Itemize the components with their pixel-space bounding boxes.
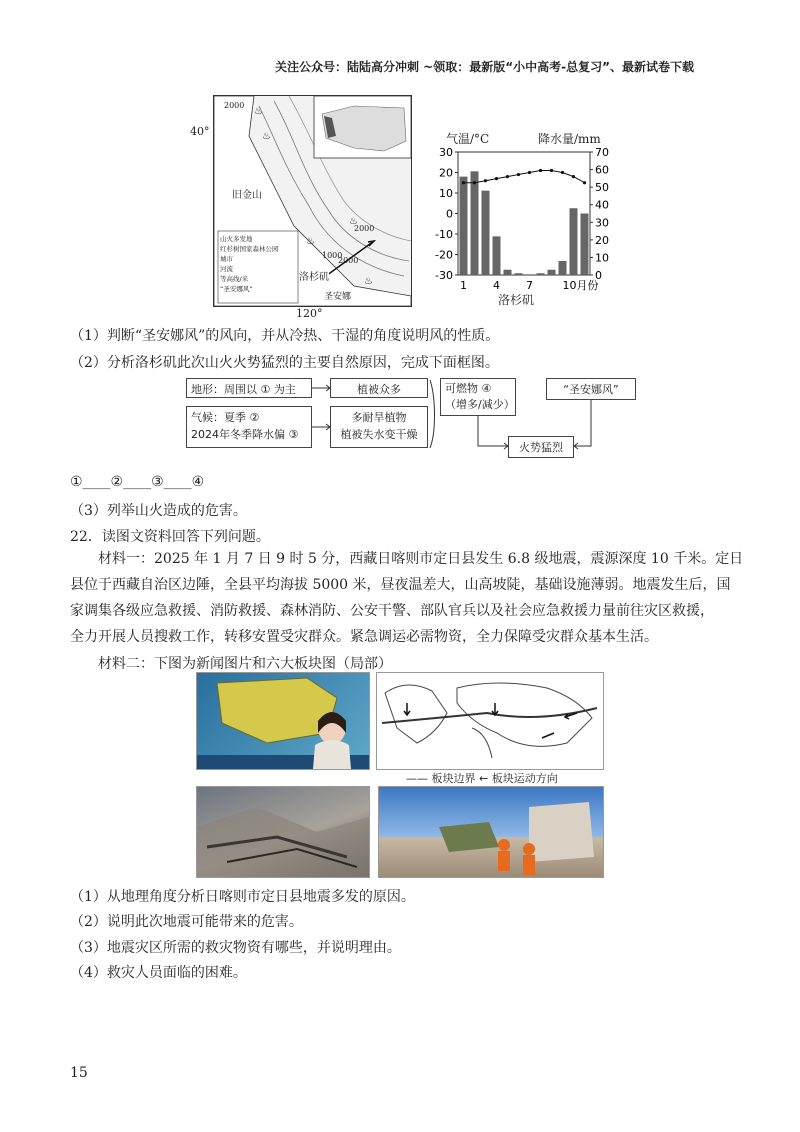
q22-question-3: （3）地震灾区所需的救灾物资有哪些，并说明理由。 (70, 940, 401, 956)
x-tick-label: 4 (493, 279, 500, 292)
fire-icon: ♨ (349, 216, 358, 227)
photo-rescuers (378, 786, 604, 878)
left-tick-label: 0 (446, 207, 453, 221)
fire-icon: ♨ (254, 106, 263, 117)
q22-material-2: 材料二：下图为新闻图片和六大板块图（局部） (98, 656, 392, 672)
page-number: 15 (70, 1065, 88, 1081)
q21-question-2: （2）分析洛杉矶此次山火火势猛烈的主要自然原因，完成下面框图。 (70, 355, 499, 371)
flow-drought-plants: 多耐旱植物 (351, 411, 407, 424)
temperature-point (484, 179, 487, 182)
right-tick-label: 10 (595, 251, 609, 265)
fire-icon: ♨ (364, 276, 373, 287)
temperature-point (528, 171, 531, 174)
legend-wind: “圣安娜风” (220, 285, 253, 293)
page-header: 关注公众号：陆陆高分冲刺 ~领取：最新版“小中高考-总复习”、最新试卷下载 (275, 60, 694, 74)
fire-icon: ♨ (262, 131, 271, 142)
legend-fire: 山火多发地 (220, 235, 253, 243)
temperature-point (462, 181, 465, 184)
contour-label: 2000 (338, 256, 359, 265)
news-photo-anchor (196, 672, 370, 770)
temperature-point (550, 169, 553, 172)
legend-river: 河流 (220, 265, 233, 273)
flow-wind-box: “圣安娜风” (546, 378, 636, 400)
left-tick-label: -30 (435, 269, 453, 282)
right-tick-label: 40 (595, 198, 609, 212)
place-label-santa-ana: 圣安娜 (324, 289, 351, 302)
flow-drought-dry: 植被失水变干燥 (340, 428, 418, 441)
precip-bar (559, 261, 567, 275)
left-tick-label: -10 (435, 228, 453, 241)
right-tick-label: 30 (595, 216, 609, 230)
temperature-point (561, 171, 564, 174)
left-tick-label: -20 (435, 248, 453, 262)
right-tick-label: 20 (595, 233, 609, 247)
city-label-los-angeles: 洛杉矶 (299, 268, 329, 283)
longitude-label: 120° (296, 307, 323, 320)
chart-plot (418, 144, 618, 304)
temperature-point (495, 177, 498, 180)
q22-question-4: （4）救灾人员面临的困难。 (70, 965, 247, 981)
precip-bar (471, 171, 479, 275)
flow-climate-winter: 2024年冬季降水偏 ③ (191, 428, 299, 441)
city-label-san-francisco: 旧金山 (232, 186, 262, 201)
temperature-point (473, 181, 476, 184)
precip-bar (548, 270, 556, 275)
flow-climate-summer: 气候：夏季 ② (191, 411, 260, 424)
contour-label: 2000 (354, 224, 375, 233)
x-tick-label: 10月份 (562, 279, 599, 292)
chart-right-axis-label: 降水量/mm (538, 132, 601, 146)
precip-bar (570, 208, 578, 275)
plate-map-legend: —— 板块边界 ← 板块运动方向 (406, 772, 558, 785)
material-1-line: 材料一：2025 年 1 月 7 日 9 时 5 分，西藏日喀则市定日县发生 6.8 级地震，震源深度 10 千米。定日 (98, 551, 744, 567)
precip-bar (515, 273, 523, 275)
climate-chart (418, 130, 618, 315)
temperature-point (583, 181, 586, 184)
flow-terrain-box: 地形：周围以 ① 为主 (186, 378, 312, 398)
fire-flow-diagram (186, 378, 619, 463)
photo-collapsed-buildings (196, 786, 370, 878)
flow-fuel-options: （增多/减少） (445, 398, 515, 411)
temperature-point (539, 169, 542, 172)
right-tick-label: 70 (595, 146, 609, 159)
x-tick-label: 7 (526, 279, 533, 292)
flow-fuel-label: 可燃物 ④ (445, 382, 492, 395)
x-tick-label: 1 (460, 279, 467, 292)
flow-result-box: 火势猛烈 (508, 436, 574, 458)
right-tick-label: 50 (595, 181, 609, 195)
left-tick-label: 20 (439, 166, 453, 180)
precip-bar (493, 236, 501, 275)
right-tick-label: 60 (595, 163, 609, 177)
answer-blanks: ①____②____③____④ (70, 474, 205, 490)
temperature-line (464, 170, 585, 182)
material-1-line: 家调集各级应急救援、消防救援、森林消防、公安干警、部队官兵以及社会应急救援力量前往灾区救援， (70, 603, 714, 619)
flow-vegetation-box: 植被众多 (330, 378, 428, 398)
q22-question-2: （2）说明此次地震可能带来的危害。 (70, 914, 303, 930)
left-tick-label: 30 (439, 146, 453, 159)
q21-question-3: （3）列举山火造成的危害。 (70, 503, 247, 519)
flow-arrows (186, 378, 606, 463)
contour-label: 2000 (224, 101, 245, 110)
temperature-point (572, 175, 575, 178)
chart-left-axis-label: 气温/°C (446, 132, 490, 146)
california-map (213, 95, 412, 307)
left-tick-label: 10 (439, 187, 453, 200)
plate-map (376, 672, 604, 770)
temperature-point (517, 173, 520, 176)
temperature-point (506, 175, 509, 178)
q22-title: 22．读图文资料回答下列问题。 (70, 529, 270, 545)
chart-caption: 洛杉矶 (498, 293, 535, 307)
precip-bar (460, 177, 468, 275)
material-1-line: 全力开展人员搜救工作，转移安置受灾群众。紧急调运必需物资，全力保障受灾群众基本生活。 (70, 629, 658, 645)
map-legend (220, 234, 279, 294)
precip-bar (537, 273, 545, 275)
latitude-label: 40° (190, 125, 210, 138)
legend-contour: 等高线/米 (220, 275, 249, 283)
contour-label: 1000 (322, 251, 343, 260)
precip-bar (581, 214, 589, 276)
q21-question-1: （1）判断“圣安娜风”的风向，并从冷热、干湿的角度说明风的性质。 (70, 328, 500, 344)
material-1-line: 县位于西藏自治区边陲，全县平均海拔 5000 米，昼夜温差大，山高坡陡，基础设施薄弱。地震发生后，国 (70, 577, 731, 593)
right-tick-label: 0 (595, 269, 602, 282)
legend-city: 城市 (220, 255, 233, 263)
legend-forest: 红杉树国家森林公园 (220, 245, 279, 253)
precip-bar (504, 270, 512, 275)
q22-material-1 (70, 546, 744, 650)
q22-question-1: （1）从地理角度分析日喀则市定日县地震多发的原因。 (70, 889, 415, 905)
fire-icon: ♨ (306, 236, 315, 247)
precip-bar (482, 191, 490, 275)
